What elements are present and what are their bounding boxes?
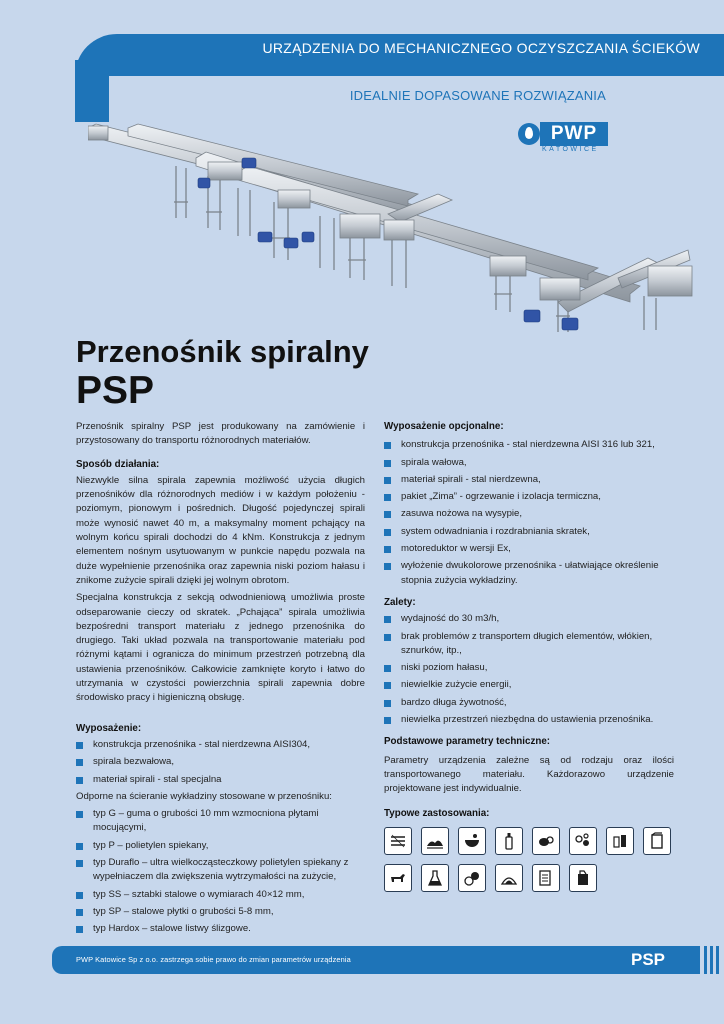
params-text: Parametry urządzenia zależne są od rodzaju oraz ilości transportowanego materiału. Każdorazowo urządzenie projektowane jest indywidualnie. (384, 754, 674, 795)
list-item: materiał spirali - stal specjalna (76, 773, 365, 787)
product-title: Przenośnik spiralny (76, 334, 369, 369)
advantages-list (384, 612, 674, 727)
conveyor-illustration (88, 118, 700, 340)
list-item: typ G – guma o grubości 10 mm wzmocniona płytami mocującymi, (76, 807, 365, 836)
list-item: wyłożenie dwukolorowe przenośnika - ułatwiające określenie stopnia zużycia wykładziny. (384, 559, 674, 588)
optional-list (384, 438, 674, 588)
sludge-bowl-icon (458, 827, 486, 855)
list-item: niewielka przestrzeń niezbędna do ustawienia przenośnika. (384, 713, 674, 727)
applications-icons (384, 827, 674, 892)
product-code: PSP (76, 369, 155, 412)
list-item: pakiet „Zima” - ogrzewanie i izolacja termiczna, (384, 490, 674, 504)
list-item: system odwadniania i rozdrabniania skratek, (384, 525, 674, 539)
list-item: spirala wałowa, (384, 456, 674, 470)
list-item: typ SS – sztabki stalowe o wymiarach 40×12 mm, (76, 888, 365, 902)
list-item: konstrukcja przenośnika - stal nierdzewna AISI 316 lub 321, (384, 438, 674, 452)
cans-icon (606, 827, 634, 855)
footer-stripe (704, 946, 707, 974)
equipment-list (76, 738, 365, 787)
paper-icon (532, 864, 560, 892)
method-heading: Sposób działania: (76, 458, 160, 470)
header-stripe (75, 110, 109, 113)
list-item: motoreduktor w wersji Ex, (384, 542, 674, 556)
header-stripe (75, 104, 109, 107)
list-item: typ SP – stalowe płytki o grubości 5-8 mm, (76, 905, 365, 919)
params-heading: Podstawowe parametry techniczne: (384, 736, 551, 748)
list-item: niski poziom hałasu, (384, 661, 674, 675)
sand-grit-icon (421, 827, 449, 855)
right-column (384, 420, 674, 892)
applications-heading: Typowe zastosowania: (384, 807, 490, 819)
screenings-icon (384, 827, 412, 855)
lining-list (76, 807, 365, 936)
list-item: konstrukcja przenośnika - stal nierdzewna AISI304, (76, 738, 365, 752)
method-paragraph-2: Specjalna konstrukcja z sekcją odwodnieniową umożliwia proste odseparowanie cieczy od skratek. „Pchająca” spirala umożliwia bezpośredni transport materiału z jednego przenośnika do drugiego. Taki układ pozwala na transportowanie materiału pod różnymi kątami i ogranicza do minimum przestrzeń potrzebną dla ustawienia przenośników. Całkowicie zamknięte koryto i łatwo do utrzymania w czystości powierzchnia spirali zapewnia dobre środowisko pracy i higieniczną obsługę. (76, 592, 365, 704)
list-item: typ Duraflo – ultra wielkocząsteczkowy polietylen spiekany z wypełniaczem dla zwiększenia wytrzymałości na zużycie, (76, 856, 365, 885)
equipment-heading: Wyposażenie: (76, 722, 142, 734)
footer-stripe (710, 946, 713, 974)
lining-intro: Odporne na ścieranie wykładziny stosowane w przenośniku: (76, 790, 332, 802)
list-item: bardzo długa żywotność, (384, 696, 674, 710)
animal-waste-icon (384, 864, 412, 892)
logo-name: PWP (540, 122, 608, 146)
optional-heading: Wyposażenie opcjonalne: (384, 421, 504, 432)
pellets-icon (569, 827, 597, 855)
list-item: wydajność do 30 m3/h, (384, 612, 674, 626)
list-item: typ P – polietylen spiekany, (76, 839, 365, 853)
footer-product-code: PSP (631, 950, 666, 969)
list-item: brak problemów z transportem długich elementów, włókien, sznurków, itp., (384, 630, 674, 659)
chemicals-icon (421, 864, 449, 892)
powder-icon (495, 864, 523, 892)
advantages-heading: Zalety: (384, 596, 416, 608)
wood-chips-icon (458, 864, 486, 892)
list-item: niewielkie zużycie energii, (384, 678, 674, 692)
header-subtitle: IDEALNIE DOPASOWANE ROZWIĄZANIA (349, 88, 606, 103)
left-column (76, 420, 365, 940)
bottle-icon (495, 827, 523, 855)
footer-stripe (716, 946, 719, 974)
footer-disclaimer: PWP Katowice Sp z o.o. zastrzega sobie prawo do zmian parametrów urządzenia (76, 955, 351, 964)
list-item: spirala bezwałowa, (76, 755, 365, 769)
method-paragraph-1: Niezwykle silna spirala zapewnia możliwość użycia długich przenośników dla różnorodnych mediów i w każdym położeniu - poziomym, pionowym i pośrednich. Długość pojedynczej spirali może wynosić nawet 40 m, a maksymalny moment pchający na wolnym końcu spirali dochodzi do 4 kNm. Konstrukcja z jednym elementem nośnym usytuowanym w punkcie napędu pozwala na duże wypełnienie przenośnika oraz zapewnia niski poziom hałasu i znikome zużycie spirali dzięki jej wolnym obrotom. (76, 474, 365, 586)
list-item: materiał spirali - stal nierdzewna, (384, 473, 674, 487)
list-item: zasuwa nożowa na wysypie, (384, 507, 674, 521)
list-item: typ Hardox – stalowe listwy ślizgowe. (76, 922, 365, 936)
food-waste-icon (532, 827, 560, 855)
container-icon (643, 827, 671, 855)
header-title: URZĄDZENIA DO MECHANICZNEGO OCZYSZCZANIA ŚCIEKÓW (262, 40, 700, 56)
canister-icon (569, 864, 597, 892)
intro-text: Przenośnik spiralny PSP jest produkowany na zamówienie i przystosowany do transportu różnorodnych materiałów. (76, 421, 365, 447)
logo-city: KATOWICE (542, 146, 599, 153)
